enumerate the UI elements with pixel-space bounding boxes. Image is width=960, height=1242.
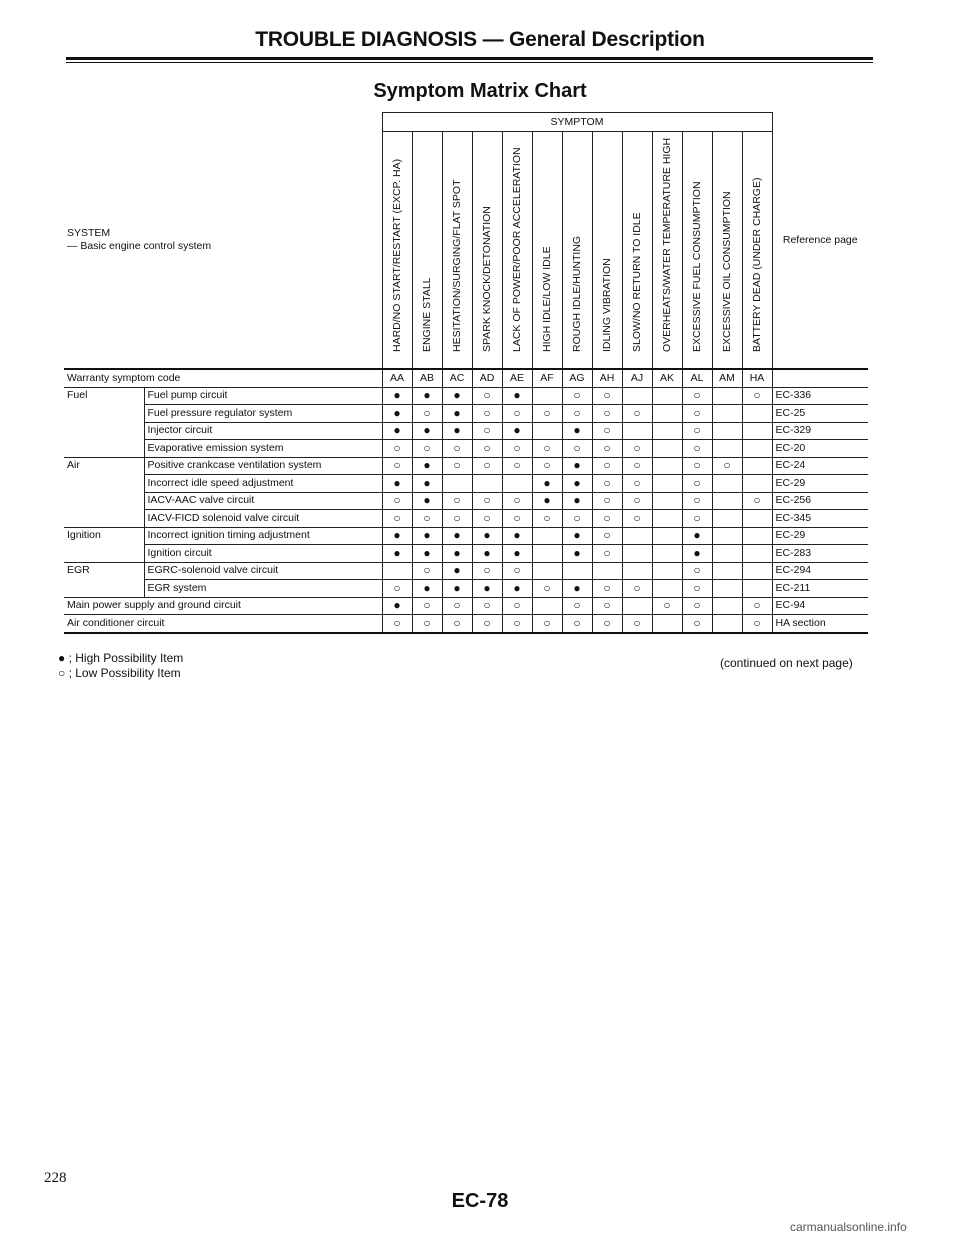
warranty-code: AK [652,369,682,387]
high-possibility-icon: ● [442,545,472,563]
low-possibility-icon: ○ [502,457,532,475]
system-item: Ignition circuit [144,545,382,563]
high-possibility-icon: ● [382,405,412,423]
empty-cell [622,545,652,563]
reference-page-header: Reference page [772,113,868,370]
low-possibility-icon: ○ [712,457,742,475]
low-possibility-icon: ○ [562,387,592,405]
empty-cell [712,492,742,510]
empty-cell [712,545,742,563]
low-possibility-icon: ○ [742,492,772,510]
empty-cell [652,457,682,475]
system-item: Incorrect idle speed adjustment [144,475,382,493]
high-possibility-icon: ● [682,545,712,563]
low-possibility-icon: ○ [622,492,652,510]
empty-cell [742,545,772,563]
symptom-column-header [622,132,652,370]
low-possibility-icon: ○ [562,597,592,615]
high-possibility-icon: ● [412,492,442,510]
symptom-column-header [592,132,622,370]
symptom-column-header [502,132,532,370]
system-item: Fuel pressure regulator system [144,405,382,423]
empty-cell [712,387,742,405]
empty-cell [712,597,742,615]
low-possibility-icon: ○ [472,510,502,528]
symptom-name: HIGH IDLE/LOW IDLE [541,246,553,352]
empty-cell [622,422,652,440]
symptom-name: LACK OF POWER/POOR ACCELERATION [511,147,523,352]
high-possibility-icon: ● [412,457,442,475]
low-possibility-icon: ○ [682,440,712,458]
low-possibility-icon: ○ [682,580,712,598]
low-possibility-icon: ○ [472,440,502,458]
high-possibility-icon: ● [562,475,592,493]
low-possibility-icon: ○ [472,615,502,633]
low-possibility-icon: ○ [412,510,442,528]
table-row [64,510,868,528]
symptom-column-header [682,132,712,370]
table-row [64,475,868,493]
reference-page: EC-24 [772,457,868,475]
low-possibility-icon: ○ [592,580,622,598]
low-possibility-icon: ○ [592,475,622,493]
empty-cell [622,527,652,545]
system-item: Incorrect ignition timing adjustment [144,527,382,545]
low-possibility-icon: ○ [412,405,442,423]
empty-cell [712,527,742,545]
empty-cell [742,457,772,475]
system-group: EGR [64,562,144,597]
reference-page: EC-29 [772,527,868,545]
reference-page: EC-211 [772,580,868,598]
low-possibility-icon: ○ [682,615,712,633]
page-title: TROUBLE DIAGNOSIS — General Description [255,28,705,51]
table-row [64,422,868,440]
empty-cell [652,492,682,510]
warranty-code-label: Warranty symptom code [64,369,382,387]
warranty-code: AG [562,369,592,387]
low-possibility-icon: ○ [592,615,622,633]
high-possibility-icon: ● [442,562,472,580]
low-possibility-icon: ○ [592,527,622,545]
title-rule-thin [66,62,873,63]
table-row [64,440,868,458]
empty-cell [532,562,562,580]
low-possibility-icon: ○ [58,666,66,680]
low-possibility-icon: ○ [472,562,502,580]
high-possibility-icon: ● [442,405,472,423]
reference-page: EC-283 [772,545,868,563]
reference-page: EC-294 [772,562,868,580]
empty-cell [652,615,682,633]
symptom-column-header [562,132,592,370]
high-possibility-icon: ● [502,580,532,598]
high-possibility-icon: ● [58,651,66,665]
empty-cell [562,562,592,580]
empty-cell [652,580,682,598]
system-item: EGR system [144,580,382,598]
high-possibility-icon: ● [562,422,592,440]
high-possibility-icon: ● [502,422,532,440]
low-possibility-icon: ○ [622,580,652,598]
symptom-column-header [412,132,442,370]
system-item: Fuel pump circuit [144,387,382,405]
symptom-name: HARD/NO START/RESTART (EXCP. HA) [391,158,403,352]
empty-cell [652,422,682,440]
low-possibility-icon: ○ [382,440,412,458]
low-possibility-icon: ○ [502,405,532,423]
low-possibility-icon: ○ [382,457,412,475]
high-possibility-icon: ● [562,457,592,475]
warranty-code: AC [442,369,472,387]
low-possibility-icon: ○ [532,457,562,475]
system-label-cell [64,113,382,370]
system-group: Main power supply and ground circuit [64,597,382,615]
low-possibility-icon: ○ [502,597,532,615]
low-possibility-icon: ○ [682,457,712,475]
high-possibility-icon: ● [412,580,442,598]
low-possibility-icon: ○ [442,597,472,615]
high-possibility-icon: ● [412,387,442,405]
high-possibility-icon: ● [472,545,502,563]
low-possibility-icon: ○ [502,510,532,528]
empty-cell [532,527,562,545]
symptom-column-header [712,132,742,370]
low-possibility-icon: ○ [442,492,472,510]
reference-page: EC-336 [772,387,868,405]
legend-low: ○ ; Low Possibility Item [58,666,181,680]
low-possibility-icon: ○ [682,492,712,510]
system-item: Positive crankcase ventilation system [144,457,382,475]
high-possibility-icon: ● [682,527,712,545]
high-possibility-icon: ● [382,597,412,615]
warranty-code: AH [592,369,622,387]
low-possibility-icon: ○ [472,405,502,423]
legend-high: ● ; High Possibility Item [58,651,184,665]
empty-cell [712,405,742,423]
low-possibility-icon: ○ [622,475,652,493]
low-possibility-icon: ○ [562,615,592,633]
system-item: IACV-FICD solenoid valve circuit [144,510,382,528]
watermark: carmanualsonline.info [790,1220,907,1234]
low-possibility-icon: ○ [592,405,622,423]
warranty-code: AL [682,369,712,387]
low-possibility-icon: ○ [532,405,562,423]
empty-cell [652,387,682,405]
empty-cell [742,475,772,493]
empty-cell [592,562,622,580]
low-possibility-icon: ○ [382,580,412,598]
low-possibility-icon: ○ [442,615,472,633]
empty-cell [712,510,742,528]
empty-cell [742,580,772,598]
empty-cell [652,545,682,563]
system-group: Ignition [64,527,144,562]
high-possibility-icon: ● [382,422,412,440]
table-row [64,527,868,545]
empty-cell [622,562,652,580]
system-sublabel: — Basic engine control system [67,240,212,253]
table-row [64,562,868,580]
low-possibility-icon: ○ [412,562,442,580]
empty-cell [532,422,562,440]
low-possibility-icon: ○ [622,405,652,423]
low-possibility-icon: ○ [442,440,472,458]
symptom-name: EXCESSIVE OIL CONSUMPTION [721,191,733,352]
low-possibility-icon: ○ [622,510,652,528]
low-possibility-icon: ○ [592,597,622,615]
low-possibility-icon: ○ [622,440,652,458]
high-possibility-icon: ● [412,527,442,545]
empty-cell [712,562,742,580]
low-possibility-icon: ○ [562,405,592,423]
low-possibility-icon: ○ [502,562,532,580]
low-possibility-icon: ○ [682,510,712,528]
empty-cell [742,422,772,440]
low-possibility-icon: ○ [532,440,562,458]
low-possibility-icon: ○ [442,510,472,528]
empty-cell [622,597,652,615]
low-possibility-icon: ○ [742,597,772,615]
empty-cell [712,440,742,458]
high-possibility-icon: ● [472,580,502,598]
low-possibility-icon: ○ [382,492,412,510]
table-row [64,457,868,475]
symptom-header: SYMPTOM [382,113,772,132]
warranty-code: AE [502,369,532,387]
reference-page: HA section [772,615,868,633]
high-possibility-icon: ● [412,422,442,440]
empty-cell [742,440,772,458]
empty-cell [712,615,742,633]
low-possibility-icon: ○ [592,545,622,563]
reference-page: EC-20 [772,440,868,458]
low-possibility-icon: ○ [682,562,712,580]
symptom-column-header [382,132,412,370]
symptom-matrix-table [64,112,868,634]
title-rule-thick [66,57,873,60]
reference-page: EC-329 [772,422,868,440]
low-possibility-icon: ○ [682,387,712,405]
high-possibility-icon: ● [412,545,442,563]
warranty-code: AF [532,369,562,387]
empty-cell [382,562,412,580]
continued-note: (continued on next page) [720,656,853,670]
low-possibility-icon: ○ [532,580,562,598]
high-possibility-icon: ● [562,492,592,510]
high-possibility-icon: ● [532,475,562,493]
warranty-code: AJ [622,369,652,387]
reference-page: EC-94 [772,597,868,615]
system-group: Fuel [64,387,144,457]
empty-cell [742,562,772,580]
empty-cell [532,545,562,563]
warranty-code: AM [712,369,742,387]
high-possibility-icon: ● [502,545,532,563]
high-possibility-icon: ● [562,580,592,598]
low-possibility-icon: ○ [622,457,652,475]
low-possibility-icon: ○ [502,440,532,458]
high-possibility-icon: ● [442,387,472,405]
low-possibility-icon: ○ [472,387,502,405]
table-row [64,615,868,633]
symptom-column-header [742,132,772,370]
low-possibility-icon: ○ [592,387,622,405]
empty-cell [622,387,652,405]
symptom-name: EXCESSIVE FUEL CONSUMPTION [691,181,703,352]
symptom-name: ENGINE STALL [421,277,433,352]
system-item: IACV-AAC valve circuit [144,492,382,510]
symptom-column-header [442,132,472,370]
symptom-column-header [652,132,682,370]
low-possibility-icon: ○ [412,615,442,633]
low-possibility-icon: ○ [682,597,712,615]
empty-cell [652,562,682,580]
legend [58,651,183,681]
warranty-code: AA [382,369,412,387]
empty-cell [742,510,772,528]
symptom-name: ROUGH IDLE/HUNTING [571,235,583,352]
table-row [64,545,868,563]
empty-cell [652,527,682,545]
high-possibility-icon: ● [442,422,472,440]
system-item: Evaporative emission system [144,440,382,458]
low-possibility-icon: ○ [412,440,442,458]
symptom-column-header [472,132,502,370]
table-row [64,405,868,423]
reference-page: EC-256 [772,492,868,510]
high-possibility-icon: ● [562,545,592,563]
low-possibility-icon: ○ [682,405,712,423]
empty-cell [532,387,562,405]
low-possibility-icon: ○ [592,457,622,475]
low-possibility-icon: ○ [682,422,712,440]
empty-cell [652,405,682,423]
high-possibility-icon: ● [382,545,412,563]
low-possibility-icon: ○ [502,615,532,633]
empty-cell [652,510,682,528]
low-possibility-icon: ○ [472,422,502,440]
high-possibility-icon: ● [502,527,532,545]
high-possibility-icon: ● [412,475,442,493]
warranty-code: AD [472,369,502,387]
low-possibility-icon: ○ [382,615,412,633]
empty-cell [532,597,562,615]
warranty-code: AB [412,369,442,387]
warranty-code: HA [742,369,772,387]
empty-cell [712,475,742,493]
system-group: Air conditioner circuit [64,615,382,633]
low-possibility-icon: ○ [742,615,772,633]
low-possibility-icon: ○ [442,457,472,475]
reference-page: EC-345 [772,510,868,528]
table-row [64,387,868,405]
high-possibility-icon: ● [502,387,532,405]
reference-page: EC-25 [772,405,868,423]
low-possibility-icon: ○ [562,510,592,528]
empty-cell [652,440,682,458]
table-row [64,580,868,598]
low-possibility-icon: ○ [472,492,502,510]
empty-cell [742,405,772,423]
empty-cell [742,527,772,545]
table-row [64,492,868,510]
low-possibility-icon: ○ [382,510,412,528]
symptom-name: HESITATION/SURGING/FLAT SPOT [451,179,463,352]
system-item: Injector circuit [144,422,382,440]
system-group: Air [64,457,144,527]
low-possibility-icon: ○ [682,475,712,493]
low-possibility-icon: ○ [472,597,502,615]
empty-cell [472,475,502,493]
empty-cell [442,475,472,493]
empty-cell [652,475,682,493]
high-possibility-icon: ● [382,475,412,493]
low-possibility-icon: ○ [592,440,622,458]
low-possibility-icon: ○ [592,492,622,510]
low-possibility-icon: ○ [532,615,562,633]
high-possibility-icon: ● [472,527,502,545]
chart-title: Symptom Matrix Chart [373,80,587,102]
symptom-name: SPARK KNOCK/DETONATION [481,206,493,352]
low-possibility-icon: ○ [562,440,592,458]
page-code: EC-78 [451,1190,509,1212]
system-label: SYSTEM [67,227,111,240]
table-row [64,597,868,615]
low-possibility-icon: ○ [592,422,622,440]
low-possibility-icon: ○ [592,510,622,528]
low-possibility-icon: ○ [652,597,682,615]
empty-cell [712,422,742,440]
low-possibility-icon: ○ [412,597,442,615]
reference-blank [772,369,868,387]
empty-cell [502,475,532,493]
low-possibility-icon: ○ [742,387,772,405]
low-possibility-icon: ○ [532,510,562,528]
high-possibility-icon: ● [442,527,472,545]
low-possibility-icon: ○ [502,492,532,510]
reference-page: EC-29 [772,475,868,493]
page-number: 228 [44,1170,67,1186]
high-possibility-icon: ● [562,527,592,545]
system-item: EGRC-solenoid valve circuit [144,562,382,580]
low-possibility-icon: ○ [472,457,502,475]
symptom-name: SLOW/NO RETURN TO IDLE [631,212,643,352]
symptom-name: IDLING VIBRATION [601,258,613,352]
high-possibility-icon: ● [382,527,412,545]
symptom-name: BATTERY DEAD (UNDER CHARGE) [751,177,763,352]
empty-cell [712,580,742,598]
symptom-column-header [532,132,562,370]
low-possibility-icon: ○ [622,615,652,633]
high-possibility-icon: ● [532,492,562,510]
high-possibility-icon: ● [442,580,472,598]
symptom-name: OVERHEATS/WATER TEMPERATURE HIGH [661,137,673,352]
high-possibility-icon: ● [382,387,412,405]
